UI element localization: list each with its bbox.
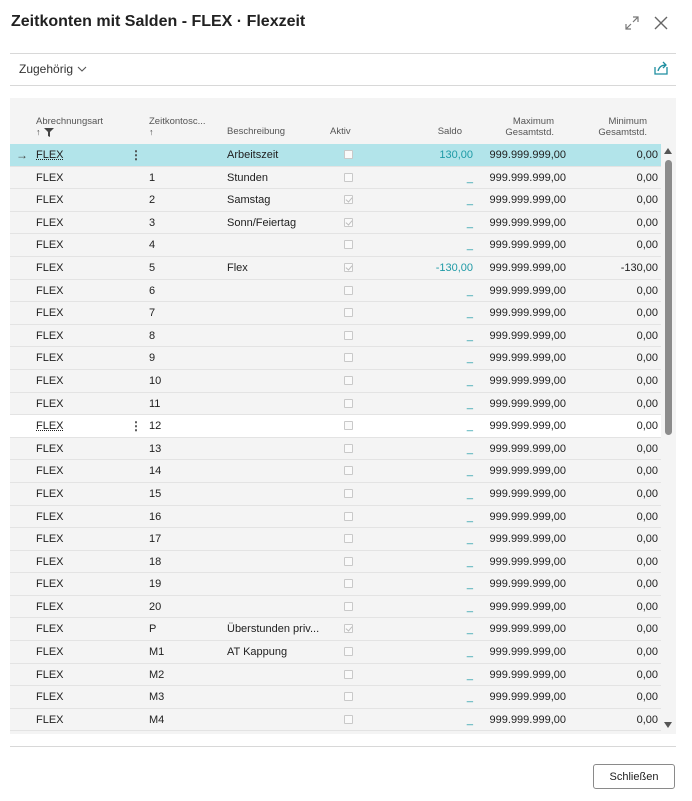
cell-nr[interactable]: 17 (149, 533, 162, 546)
table-row[interactable] (10, 618, 661, 641)
divider (10, 53, 676, 54)
active-checkbox[interactable] (344, 466, 353, 475)
active-checkbox[interactable] (344, 399, 353, 408)
cell-art[interactable]: FLEX (36, 284, 64, 297)
cell-max: 999.999.999,00 (489, 352, 566, 365)
cell-min: 0,00 (636, 623, 658, 636)
row-pointer-arrow-icon: → (16, 148, 28, 162)
cell-art[interactable]: FLEX (36, 149, 64, 161)
table-row[interactable] (10, 370, 661, 393)
cell-max: 999.999.999,00 (489, 261, 566, 274)
filter-icon (44, 128, 54, 137)
sort-arrow-icon: ↑ (36, 127, 41, 137)
cell-nr[interactable]: 8 (149, 329, 156, 342)
cell-saldo[interactable]: _ (466, 284, 473, 297)
cell-max: 999.999.999,00 (489, 329, 566, 342)
cell-art[interactable]: FLEX (36, 329, 64, 342)
cell-art[interactable]: FLEX (36, 510, 64, 523)
table-row[interactable] (10, 167, 661, 190)
cell-nr[interactable]: 2 (149, 194, 156, 207)
cell-art[interactable]: FLEX (36, 352, 64, 365)
cell-min: 0,00 (636, 713, 658, 726)
column-header-art[interactable]: Abrechnungsart ↑ (36, 116, 104, 137)
divider (10, 746, 676, 747)
expand-button[interactable] (621, 12, 643, 34)
active-checkbox[interactable] (344, 602, 353, 611)
table-row[interactable] (10, 551, 661, 574)
active-checkbox[interactable] (344, 557, 353, 566)
scroll-up-arrow-icon[interactable] (664, 148, 672, 154)
cell-saldo[interactable]: _ (466, 578, 473, 591)
active-checkbox[interactable] (344, 218, 353, 227)
cell-saldo[interactable]: _ (466, 713, 473, 726)
cell-min: 0,00 (636, 194, 658, 207)
cell-saldo[interactable]: _ (466, 623, 473, 636)
cell-nr[interactable]: 9 (149, 352, 156, 365)
cell-art[interactable]: FLEX (36, 533, 64, 546)
cell-max: 999.999.999,00 (489, 600, 566, 613)
cell-saldo[interactable]: _ (466, 216, 473, 229)
cell-nr[interactable]: 6 (149, 284, 156, 297)
cell-max: 999.999.999,00 (489, 487, 566, 500)
column-header-active[interactable]: Aktiv (330, 126, 351, 137)
cell-max: 999.999.999,00 (489, 510, 566, 523)
cell-saldo[interactable]: _ (466, 465, 473, 478)
cell-saldo[interactable]: -130,00 (435, 261, 473, 274)
active-checkbox[interactable] (344, 692, 353, 701)
chevron-down-icon (77, 66, 87, 72)
active-checkbox[interactable] (344, 512, 353, 521)
cell-nr[interactable]: 3 (149, 216, 156, 229)
cell-saldo[interactable]: _ (466, 397, 473, 410)
cell-max: 999.999.999,00 (489, 533, 566, 546)
cell-max: 999.999.999,00 (489, 691, 566, 704)
cell-saldo[interactable]: _ (466, 352, 473, 365)
table-row[interactable] (10, 709, 661, 732)
table-row[interactable] (10, 483, 661, 506)
active-checkbox[interactable] (344, 376, 353, 385)
table-row[interactable] (10, 460, 661, 483)
cell-art[interactable]: FLEX (36, 646, 64, 659)
cell-nr[interactable]: M1 (149, 646, 165, 659)
cell-desc[interactable]: Samstag (227, 194, 271, 207)
sort-arrow-icon: ↑ (149, 127, 154, 137)
cell-min: 0,00 (636, 149, 658, 161)
cell-nr[interactable]: 14 (149, 465, 162, 478)
cell-art[interactable]: FLEX (36, 487, 64, 500)
cell-min: 0,00 (636, 533, 658, 546)
table-body (10, 144, 661, 731)
cell-saldo[interactable]: _ (466, 239, 473, 252)
cell-saldo[interactable]: _ (466, 194, 473, 207)
data-grid (10, 98, 676, 734)
cell-nr[interactable]: 13 (149, 442, 162, 455)
table-row[interactable] (10, 280, 661, 303)
cell-saldo[interactable]: _ (466, 420, 473, 433)
cell-max: 999.999.999,00 (489, 307, 566, 320)
cell-nr[interactable]: 11 (149, 397, 161, 410)
cell-min: 0,00 (636, 374, 658, 387)
cell-min: 0,00 (636, 646, 658, 659)
cell-saldo[interactable]: _ (466, 487, 473, 500)
cell-max: 999.999.999,00 (489, 149, 566, 161)
share-button[interactable] (653, 60, 669, 76)
cell-nr[interactable]: 20 (149, 600, 162, 613)
column-header-min[interactable]: Minimum Gesamtstd. (598, 116, 647, 138)
cell-min: 0,00 (636, 668, 658, 681)
cell-min: 0,00 (636, 465, 658, 478)
cell-saldo[interactable]: _ (466, 329, 473, 342)
table-row[interactable] (10, 686, 661, 709)
table-row[interactable] (10, 528, 661, 551)
close-window-button[interactable] (650, 12, 672, 34)
active-checkbox[interactable] (344, 670, 353, 679)
active-checkbox[interactable] (344, 150, 353, 159)
cell-min: 0,00 (636, 555, 658, 568)
cell-saldo[interactable]: _ (466, 533, 473, 546)
row-actions-icon[interactable]: ⋮ (130, 419, 142, 434)
cell-saldo[interactable]: _ (466, 374, 473, 387)
scroll-down-arrow-icon[interactable] (664, 722, 672, 728)
cell-saldo[interactable]: _ (466, 510, 473, 523)
cell-desc[interactable]: Stunden (227, 171, 268, 184)
row-actions-icon[interactable]: ⋮ (130, 148, 142, 162)
cell-min: 0,00 (636, 216, 658, 229)
share-icon (653, 60, 669, 76)
column-header-saldo[interactable]: Saldo (437, 126, 462, 137)
cell-desc[interactable]: Sonn/Feiertag (227, 216, 297, 229)
cell-art[interactable]: FLEX (36, 261, 64, 274)
cell-nr[interactable]: 19 (149, 578, 162, 591)
cell-max: 999.999.999,00 (489, 442, 566, 455)
cell-art[interactable]: FLEX (36, 239, 64, 252)
cell-art[interactable]: FLEX (36, 578, 64, 591)
cell-nr[interactable]: 10 (149, 374, 162, 387)
cell-min: 0,00 (636, 600, 658, 613)
divider (10, 85, 676, 86)
cell-art[interactable]: FLEX (36, 194, 64, 207)
cell-min: 0,00 (636, 442, 658, 455)
cell-max: 999.999.999,00 (489, 713, 566, 726)
cell-saldo[interactable]: _ (466, 555, 473, 568)
cell-nr[interactable]: M4 (149, 713, 165, 726)
cell-nr[interactable]: 12 (149, 420, 162, 433)
table-row[interactable] (10, 212, 661, 235)
table-row[interactable] (10, 257, 661, 280)
cell-max: 999.999.999,00 (489, 216, 566, 229)
cell-nr[interactable]: 4 (149, 239, 156, 252)
cell-nr[interactable]: 7 (149, 307, 156, 320)
cell-min: 0,00 (636, 578, 658, 591)
active-checkbox[interactable] (344, 331, 353, 340)
cell-art[interactable]: FLEX (36, 307, 64, 320)
cell-min: 0,00 (636, 329, 658, 342)
cell-max: 999.999.999,00 (489, 578, 566, 591)
cell-nr[interactable]: 1 (149, 171, 156, 184)
cell-max: 999.999.999,00 (489, 374, 566, 387)
related-menu[interactable] (19, 62, 87, 76)
active-checkbox[interactable] (344, 444, 353, 453)
cell-nr[interactable]: 16 (149, 510, 162, 523)
cell-min: 0,00 (636, 397, 658, 410)
cell-nr[interactable]: 15 (149, 487, 162, 500)
cell-max: 999.999.999,00 (489, 465, 566, 478)
cell-art[interactable]: FLEX (36, 713, 64, 726)
column-header-max[interactable]: Maximum Gesamtstd. (505, 116, 554, 138)
cell-max: 999.999.999,00 (489, 646, 566, 659)
cell-desc[interactable]: AT Kappung (227, 646, 288, 659)
cell-art[interactable]: FLEX (36, 623, 64, 636)
cell-min: 0,00 (636, 284, 658, 297)
table-row[interactable] (10, 144, 661, 167)
active-checkbox[interactable] (344, 715, 353, 724)
cell-art[interactable]: FLEX (36, 465, 64, 478)
cell-max: 999.999.999,00 (489, 397, 566, 410)
cell-saldo[interactable]: _ (466, 442, 473, 455)
cell-art[interactable]: FLEX (36, 420, 64, 433)
cell-art[interactable]: FLEX (36, 216, 64, 229)
cell-saldo[interactable]: _ (466, 691, 473, 704)
cell-max: 999.999.999,00 (489, 668, 566, 681)
table-row[interactable] (10, 415, 661, 438)
active-checkbox[interactable] (344, 240, 353, 249)
active-checkbox[interactable] (344, 579, 353, 588)
table-row[interactable] (10, 234, 661, 257)
table-row[interactable] (10, 596, 661, 619)
cell-art[interactable]: FLEX (36, 691, 64, 704)
table-row[interactable] (10, 573, 661, 596)
cell-art[interactable]: FLEX (36, 374, 64, 387)
cell-desc[interactable]: Überstunden priv... (227, 623, 320, 636)
related-label: Zugehörig (19, 62, 74, 76)
cell-art[interactable]: FLEX (36, 600, 64, 613)
page-title: Zeitkonten mit Salden - FLEX · Flexzeit (11, 13, 306, 30)
cell-min: 0,00 (636, 510, 658, 523)
cell-min: 0,00 (636, 352, 658, 365)
active-checkbox[interactable] (344, 534, 353, 543)
cell-saldo[interactable]: _ (466, 668, 473, 681)
cell-max: 999.999.999,00 (489, 194, 566, 207)
table-row[interactable] (10, 393, 661, 416)
cell-art[interactable]: FLEX (36, 397, 64, 410)
table-row[interactable] (10, 189, 661, 212)
active-checkbox[interactable] (344, 353, 353, 362)
vertical-scrollbar[interactable] (663, 144, 674, 734)
active-checkbox[interactable] (344, 489, 353, 498)
expand-icon (625, 16, 639, 30)
cell-min: -130,00 (620, 261, 658, 274)
table-row[interactable] (10, 641, 661, 664)
active-checkbox[interactable] (344, 421, 353, 430)
cell-desc[interactable]: Arbeitszeit (227, 149, 279, 161)
cell-art[interactable]: FLEX (36, 668, 64, 681)
cell-max: 999.999.999,00 (489, 171, 566, 184)
cell-max: 999.999.999,00 (489, 284, 566, 297)
active-checkbox[interactable] (344, 286, 353, 295)
close-button[interactable]: Schließen (593, 764, 675, 789)
cell-saldo[interactable]: _ (466, 171, 473, 184)
table-row[interactable] (10, 347, 661, 370)
cell-min: 0,00 (636, 239, 658, 252)
table-row[interactable] (10, 325, 661, 348)
cell-min: 0,00 (636, 487, 658, 500)
cell-art[interactable]: FLEX (36, 555, 64, 568)
cell-max: 999.999.999,00 (489, 239, 566, 252)
active-checkbox[interactable] (344, 173, 353, 182)
cell-min: 0,00 (636, 307, 658, 320)
table-row[interactable] (10, 302, 661, 325)
active-checkbox[interactable] (344, 647, 353, 656)
cell-desc[interactable]: Flex (227, 261, 248, 274)
column-header-nr[interactable]: Zeitkontosc... ↑ (149, 116, 206, 137)
cell-art[interactable]: FLEX (36, 171, 64, 184)
cell-min: 0,00 (636, 171, 658, 184)
cell-saldo[interactable]: 130,00 (439, 149, 473, 161)
close-icon (654, 16, 668, 30)
table-row[interactable] (10, 664, 661, 687)
cell-min: 0,00 (636, 420, 658, 433)
active-checkbox[interactable] (344, 263, 353, 272)
cell-min: 0,00 (636, 691, 658, 704)
cell-nr[interactable]: 18 (149, 555, 162, 568)
scrollbar-thumb[interactable] (665, 160, 672, 435)
table-row[interactable] (10, 506, 661, 529)
active-checkbox[interactable] (344, 195, 353, 204)
cell-nr[interactable]: P (149, 623, 157, 636)
cell-saldo[interactable]: _ (466, 600, 473, 613)
cell-nr[interactable]: M3 (149, 691, 165, 704)
cell-art[interactable]: FLEX (36, 442, 64, 455)
cell-nr[interactable]: 5 (149, 261, 156, 274)
table-row[interactable] (10, 438, 661, 461)
cell-max: 999.999.999,00 (489, 420, 566, 433)
cell-saldo[interactable]: _ (466, 307, 473, 320)
active-checkbox[interactable] (344, 624, 353, 633)
cell-max: 999.999.999,00 (489, 623, 566, 636)
active-checkbox[interactable] (344, 308, 353, 317)
column-header-desc[interactable]: Beschreibung (227, 126, 286, 137)
cell-max: 999.999.999,00 (489, 555, 566, 568)
cell-nr[interactable]: M2 (149, 668, 165, 681)
cell-saldo[interactable]: _ (466, 646, 473, 659)
